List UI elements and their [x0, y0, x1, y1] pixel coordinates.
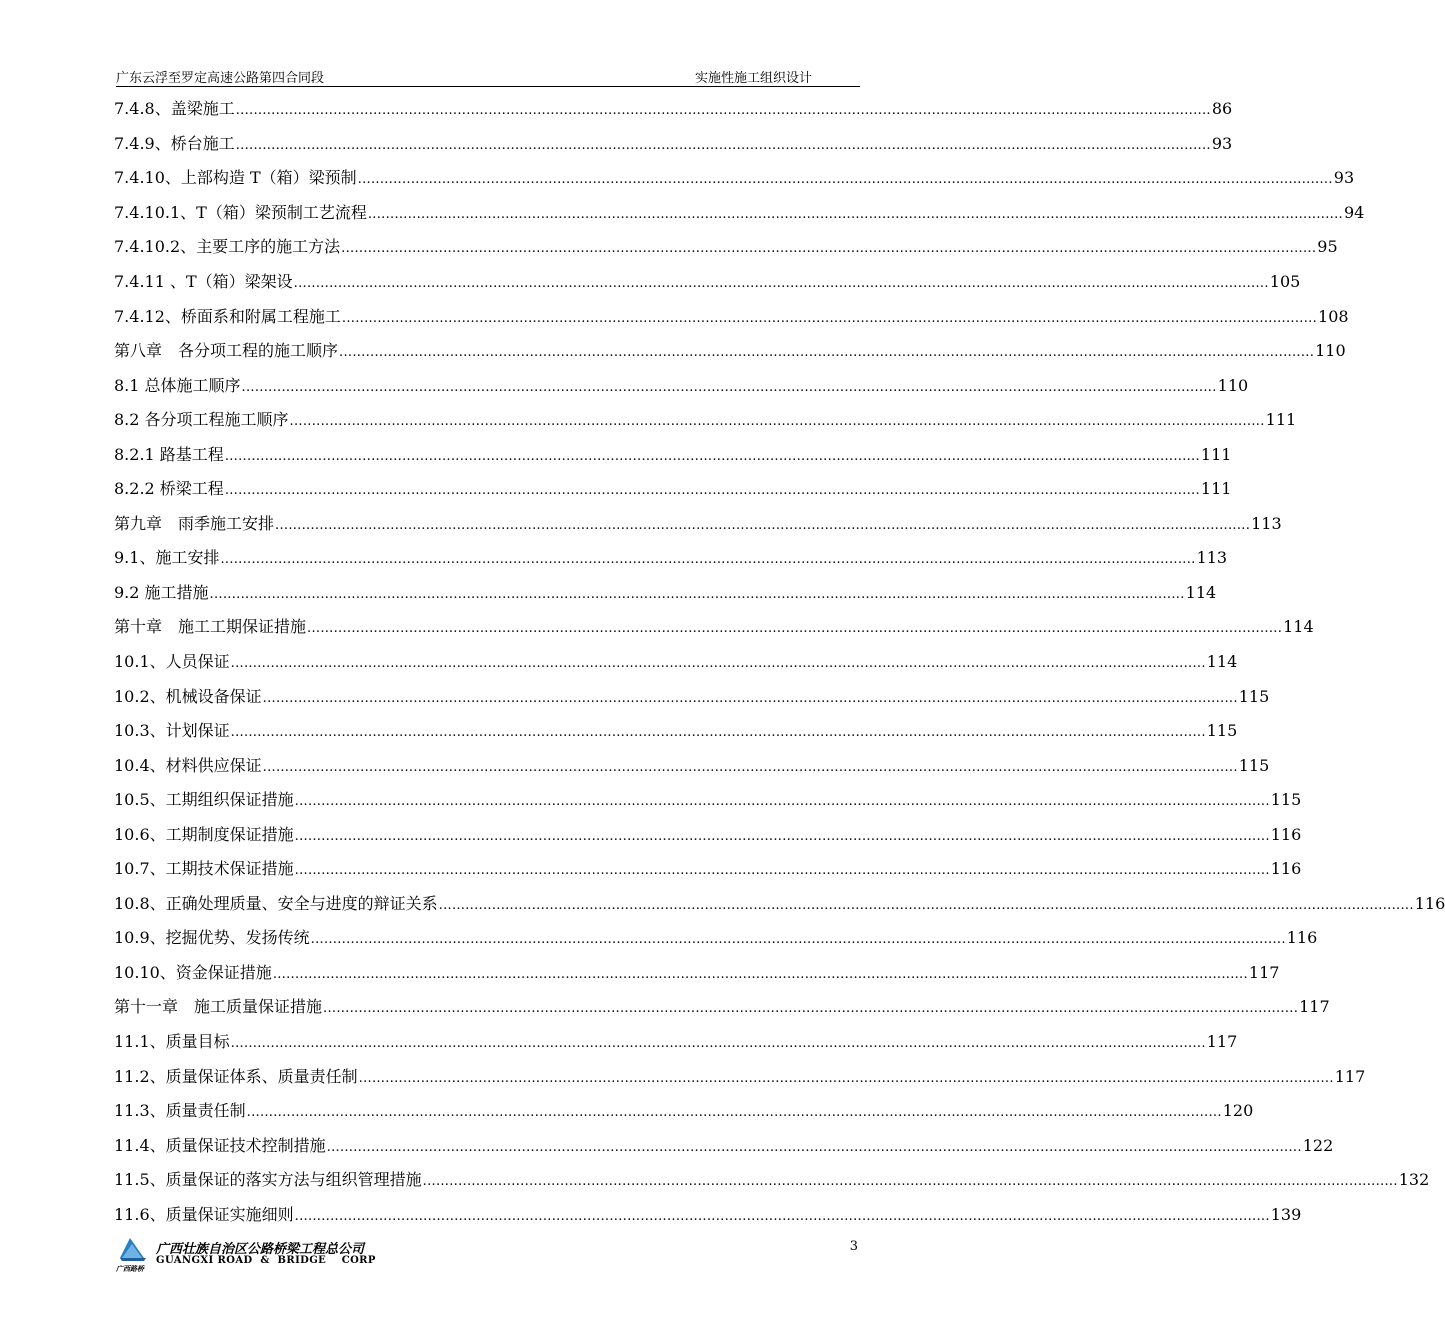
toc-entry-label: 7.4.11 、T（箱）梁架设 — [114, 272, 293, 291]
toc-entry-label: 第十章 施工工期保证措施 — [114, 617, 307, 637]
toc-entry-page-number: 114 — [1185, 582, 1217, 602]
toc-entry-label: 7.4.12、桥面系和附属工程施工 — [114, 306, 341, 326]
page-footer — [116, 1236, 860, 1276]
toc-entry-label: 7.4.8、盖梁施工 — [114, 99, 235, 119]
toc-entry-page-number: 93 — [1333, 168, 1355, 188]
toc-dot-leader: ............................................................................................................................................................................................................................ — [310, 932, 1286, 948]
toc-entry-label: 11.5、质量保证的落实方法与组织管理措施 — [114, 1170, 422, 1190]
toc-entry-page-number: 115 — [1238, 686, 1270, 706]
toc-dot-leader: ............................................................................................................................................................................................................................ — [294, 1208, 1270, 1224]
toc-dot-leader: ............................................................................................................................................................................................................................ — [230, 725, 1206, 741]
toc-entry-page-number: 86 — [1211, 99, 1233, 119]
toc-dot-leader: ............................................................................................................................................................................................................................ — [323, 1001, 1299, 1017]
toc-entry[interactable] — [114, 990, 1330, 1025]
toc-entry-label: 第十一章 施工质量保证措施 — [114, 997, 323, 1017]
toc-entry-label: 10.1、人员保证 — [114, 652, 230, 672]
toc-dot-leader: ............................................................................................................................................................................................................................ — [339, 345, 1315, 361]
page-header — [116, 66, 860, 87]
toc-dot-leader: ............................................................................................................................................................................................................................ — [235, 137, 1211, 153]
toc-entry-page-number: 115 — [1270, 790, 1302, 810]
toc-dot-leader: ............................................................................................................................................................................................................................ — [220, 552, 1196, 568]
toc-dot-leader: ............................................................................................................................................................................................................................ — [262, 690, 1238, 706]
toc-entry[interactable] — [114, 92, 1233, 127]
toc-entry-label: 10.10、资金保证措施 — [114, 962, 272, 982]
toc-entry-label: 10.8、正确处理质量、安全与进度的辩证关系 — [114, 893, 438, 913]
toc-entry-page-number: 114 — [1283, 617, 1314, 637]
toc-dot-leader: ............................................................................................................................................................................................................................ — [438, 897, 1414, 913]
toc-entry-page-number: 139 — [1270, 1204, 1302, 1224]
toc-entry[interactable] — [114, 161, 1355, 196]
toc-entry-label: 8.2.1 路基工程 — [114, 444, 224, 464]
toc-dot-leader: ............................................................................................................................................................................................................................ — [230, 1036, 1206, 1052]
toc-entry[interactable] — [114, 127, 1233, 162]
toc-entry-page-number: 116 — [1414, 893, 1445, 913]
toc-entry[interactable] — [114, 852, 1302, 887]
toc-dot-leader: ............................................................................................................................................................................................................................ — [367, 206, 1343, 222]
toc-entry-label: 11.1、质量目标 — [114, 1032, 230, 1052]
toc-entry[interactable] — [114, 748, 1270, 783]
toc-dot-leader: ............................................................................................................................................................................................................................ — [289, 414, 1265, 430]
toc-entry[interactable] — [114, 507, 1282, 542]
toc-dot-leader: ............................................................................................................................................................................................................................ — [246, 1105, 1222, 1121]
toc-entry-label: 11.6、质量保证实施细则 — [114, 1204, 294, 1224]
toc-entry-page-number: 117 — [1334, 1066, 1366, 1086]
toc-entry[interactable] — [114, 472, 1232, 507]
company-name-cn: 广西壮族自治区公路桥梁工程总公司 — [156, 1242, 365, 1257]
toc-entry-page-number: 122 — [1302, 1135, 1334, 1155]
toc-entry-label: 9.1、施工安排 — [114, 548, 220, 568]
toc-dot-leader: ............................................................................................................................................................................................................................ — [230, 656, 1206, 672]
toc-entry[interactable] — [114, 230, 1338, 265]
toc-entry-page-number: 113 — [1251, 513, 1282, 533]
toc-entry-page-number: 117 — [1299, 997, 1330, 1017]
toc-entry[interactable] — [114, 1025, 1238, 1060]
toc-dot-leader: ............................................................................................................................................................................................................................ — [294, 863, 1270, 879]
toc-entry[interactable] — [114, 368, 1249, 403]
toc-dot-leader: ............................................................................................................................................................................................................................ — [341, 310, 1318, 326]
toc-entry[interactable] — [114, 610, 1314, 645]
toc-entry-page-number: 117 — [1206, 1032, 1238, 1052]
toc-entry-page-number: 110 — [1217, 375, 1249, 395]
toc-entry[interactable] — [114, 714, 1238, 749]
toc-dot-leader: ............................................................................................................................................................................................................................ — [235, 103, 1211, 119]
toc-entry-label: 10.6、工期制度保证措施 — [114, 824, 294, 844]
toc-entry-label: 8.2.2 桥梁工程 — [114, 479, 224, 499]
toc-entry[interactable] — [114, 679, 1270, 714]
toc-entry-page-number: 115 — [1238, 755, 1270, 775]
toc-entry[interactable] — [114, 403, 1297, 438]
toc-dot-leader: ............................................................................................................................................................................................................................ — [209, 586, 1185, 602]
toc-dot-leader: ............................................................................................................................................................................................................................ — [224, 448, 1200, 464]
toc-entry-label: 10.3、计划保证 — [114, 721, 230, 741]
toc-entry-page-number: 113 — [1196, 548, 1228, 568]
toc-entry[interactable] — [114, 437, 1232, 472]
toc-entry-page-number: 108 — [1318, 306, 1349, 326]
page-number: 3 — [849, 1239, 858, 1254]
toc-entry-page-number: 94 — [1343, 202, 1365, 222]
toc-dot-leader: ............................................................................................................................................................................................................................ — [224, 483, 1200, 499]
toc-entry-label: 8.1 总体施工顺序 — [114, 375, 241, 395]
toc-dot-leader: ............................................................................................................................................................................................................................ — [262, 759, 1238, 775]
toc-entry[interactable] — [114, 1094, 1254, 1129]
table-of-contents — [114, 92, 1445, 1232]
toc-entry-page-number: 95 — [1317, 237, 1338, 257]
toc-entry-label: 10.4、材料供应保证 — [114, 755, 262, 775]
toc-dot-leader: ............................................................................................................................................................................................................................ — [294, 828, 1270, 844]
toc-entry-page-number: 105 — [1269, 272, 1301, 291]
toc-dot-leader: ............................................................................................................................................................................................................................ — [326, 1139, 1302, 1155]
toc-entry-page-number: 120 — [1222, 1101, 1254, 1121]
toc-entry[interactable] — [114, 265, 1301, 300]
toc-entry-label: 10.9、挖掘优势、发扬传统 — [114, 928, 310, 948]
toc-entry-label: 9.2 施工措施 — [114, 582, 209, 602]
toc-dot-leader: ............................................................................................................................................................................................................................ — [294, 794, 1270, 810]
toc-entry-label: 11.3、质量责任制 — [114, 1101, 246, 1121]
toc-entry[interactable] — [114, 1198, 1302, 1233]
toc-entry-label: 7.4.10.2、主要工序的施工方法 — [114, 237, 341, 257]
toc-dot-leader: ............................................................................................................................................................................................................................ — [241, 379, 1217, 395]
toc-entry-page-number: 111 — [1200, 479, 1232, 499]
toc-entry-page-number: 114 — [1206, 652, 1238, 672]
header-project-title: 广东云浮至罗定高速公路第四合同段 — [116, 71, 325, 86]
toc-entry-label: 11.2、质量保证体系、质量责任制 — [114, 1066, 358, 1086]
toc-entry-label: 10.7、工期技术保证措施 — [114, 859, 294, 879]
toc-entry-page-number: 111 — [1200, 444, 1232, 464]
toc-dot-leader: ............................................................................................................................................................................................................................ — [275, 517, 1251, 533]
toc-dot-leader: ............................................................................................................................................................................................................................ — [422, 1174, 1398, 1190]
toc-entry-page-number: 117 — [1248, 962, 1280, 982]
toc-entry-page-number: 116 — [1286, 928, 1318, 948]
toc-entry[interactable] — [114, 1059, 1366, 1094]
toc-entry-label: 10.5、工期组织保证措施 — [114, 790, 294, 810]
toc-entry[interactable] — [114, 541, 1228, 576]
toc-entry-page-number: 116 — [1270, 859, 1302, 879]
toc-entry-page-number: 93 — [1211, 133, 1233, 153]
toc-dot-leader: ............................................................................................................................................................................................................................ — [272, 966, 1248, 982]
header-document-title: 实施性施工组织设计 — [694, 71, 812, 86]
toc-entry-page-number: 115 — [1206, 721, 1238, 741]
toc-dot-leader: ............................................................................................................................................................................................................................ — [358, 1070, 1334, 1086]
toc-entry-label: 8.2 各分项工程施工顺序 — [114, 410, 289, 430]
toc-entry-label: 7.4.10、上部构造 T（箱）梁预制 — [114, 168, 357, 188]
toc-dot-leader: ............................................................................................................................................................................................................................ — [357, 172, 1333, 188]
toc-entry[interactable] — [114, 645, 1238, 680]
toc-entry-label: 第九章 雨季施工安排 — [114, 513, 275, 533]
toc-dot-leader: ............................................................................................................................................................................................................................ — [293, 276, 1269, 291]
toc-entry-page-number: 111 — [1265, 410, 1297, 430]
toc-entry-label: 11.4、质量保证技术控制措施 — [114, 1135, 326, 1155]
toc-entry[interactable] — [114, 334, 1346, 369]
toc-entry[interactable] — [114, 299, 1349, 334]
toc-entry[interactable] — [114, 1163, 1430, 1198]
toc-dot-leader: ............................................................................................................................................................................................................................ — [307, 621, 1283, 637]
toc-entry-label: 7.4.10.1、T（箱）梁预制工艺流程 — [114, 202, 367, 222]
company-name-en: GUANGXI ROAD & BRIDGE CORP — [156, 1255, 376, 1266]
toc-entry-page-number: 132 — [1398, 1170, 1430, 1190]
toc-entry[interactable] — [114, 887, 1445, 922]
logo-caption: 广西路桥 — [116, 1264, 144, 1273]
toc-entry-page-number: 116 — [1270, 824, 1302, 844]
toc-entry[interactable] — [114, 1128, 1334, 1163]
toc-entry-page-number: 110 — [1315, 341, 1346, 361]
toc-entry[interactable] — [114, 921, 1318, 956]
toc-dot-leader: ............................................................................................................................................................................................................................ — [341, 241, 1317, 257]
toc-entry[interactable] — [114, 576, 1217, 611]
toc-entry-label: 7.4.9、桥台施工 — [114, 133, 235, 153]
toc-entry-label: 第八章 各分项工程的施工顺序 — [114, 341, 339, 361]
toc-entry[interactable] — [114, 817, 1302, 852]
toc-entry[interactable] — [114, 956, 1280, 991]
toc-entry-label: 10.2、机械设备保证 — [114, 686, 262, 706]
toc-entry[interactable] — [114, 196, 1365, 231]
toc-entry[interactable] — [114, 783, 1302, 818]
